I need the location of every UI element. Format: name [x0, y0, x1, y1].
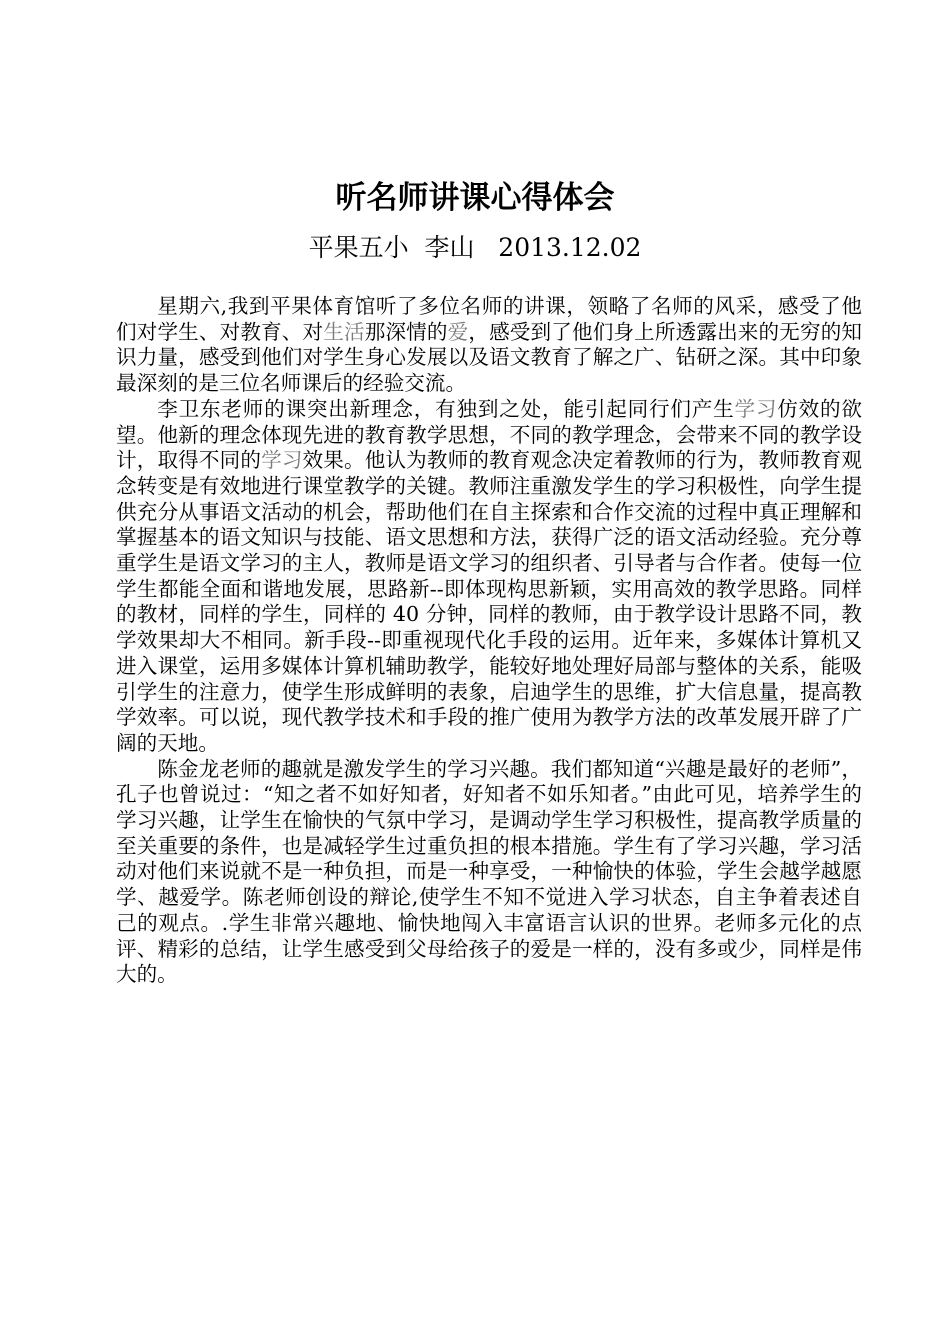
body-paragraph	[116, 757, 862, 988]
highlighted-text-run: 生活	[323, 319, 365, 344]
body-paragraph	[116, 294, 862, 397]
text-run: 李卫东老师的课突出新理念，有独到之处，能引起同行们产生	[157, 396, 735, 421]
text-run: ，感受到了他们身上所透露出来的无穷的知识力量，感受到他们对学生身心发展以及语文教育了解之广、钻研之深。其中印象最深刻的是三位名师课后的经验交流。	[116, 319, 863, 396]
document-title: 听名师讲课心得体会	[335, 180, 615, 216]
author-date-line: 平果五小 李山 2013.12.02	[308, 233, 642, 262]
text-run: 仿效的欲望。他新的理念体现先进的教育教学思想，不同的教学理念，会带来不同的教学设计，取得不同的	[116, 396, 863, 473]
body-paragraph	[116, 397, 862, 757]
text-run: 星期六,我到平果体育馆听了多位名师的讲课，领略了名师的风采，感受了他们对学生、对教育、对	[116, 294, 862, 344]
text-run: 效果。他认为教师的教育观念决定着教师的行为，教师教育观念转变是有效地进行课堂教学的关键。教师注重激发学生的学习积极性，向学生提供充分从事语文活动的机会，帮助他们在自主探索和合作交流的过程中真正理解和掌握基本的语文知识与技能、语文思想和方法，获得广泛的语文活动经验。充分尊重学生是语文学习的主人，教师是语文学习的组织者、引导者与合作者。使每一位学生都能全面和谐地发展，思路新--即体现构思新颖，实用高效的教学思路。同样的教材，同样的学生，同样的 40 分钟，同样的教师，由于教学设计思路不同，教学效果却大不相同。新手段--即重视现代化手段的运用。近年来，多媒体计算机又进入课堂，运用多媒体计算机辅助教学，能较好地处理好局部与整体的关系，能吸引学生的注意力，使学生形成鲜明的表象，启迪学生的思维，扩大信息量，提高教学效率。可以说，现代教学技术和手段的推广使用为教学方法的改革发展开辟了广阔的天地。	[116, 448, 863, 755]
highlighted-text-run: 学习	[261, 448, 303, 473]
text-run: 那深情的	[364, 319, 448, 344]
text-run: 陈金龙老师的趣就是激发学生的学习兴趣。我们都知道“兴趣是最好的老师”，孔子也曾说过：“知之者不如好知者，好知者不如乐知者。”由此可见，培养学生的学习兴趣，让学生在愉快的气氛中学习，是调动学生学习积极性，提高教学质量的至关重要的条件，也是减轻学生过重负担的根本措施。学生有了学习兴趣，学习活动对他们来说就不是一种负担，而是一种享受，一种愉快的体验，学生会越学越愿学、越爱学。陈老师创设的辩论,使学生不知不觉进入学习状态，自主争着表述自己的观点。.学生非常兴趣地、愉快地闯入丰富语言认识的世界。老师多元化的点评、精彩的总结，让学生感受到父母给孩子的爱是一样的，没有多或少，同样是伟大的。	[116, 756, 862, 987]
document-body	[116, 294, 862, 988]
highlighted-text-run: 爱	[447, 319, 469, 344]
highlighted-text-run: 学习	[734, 396, 778, 421]
